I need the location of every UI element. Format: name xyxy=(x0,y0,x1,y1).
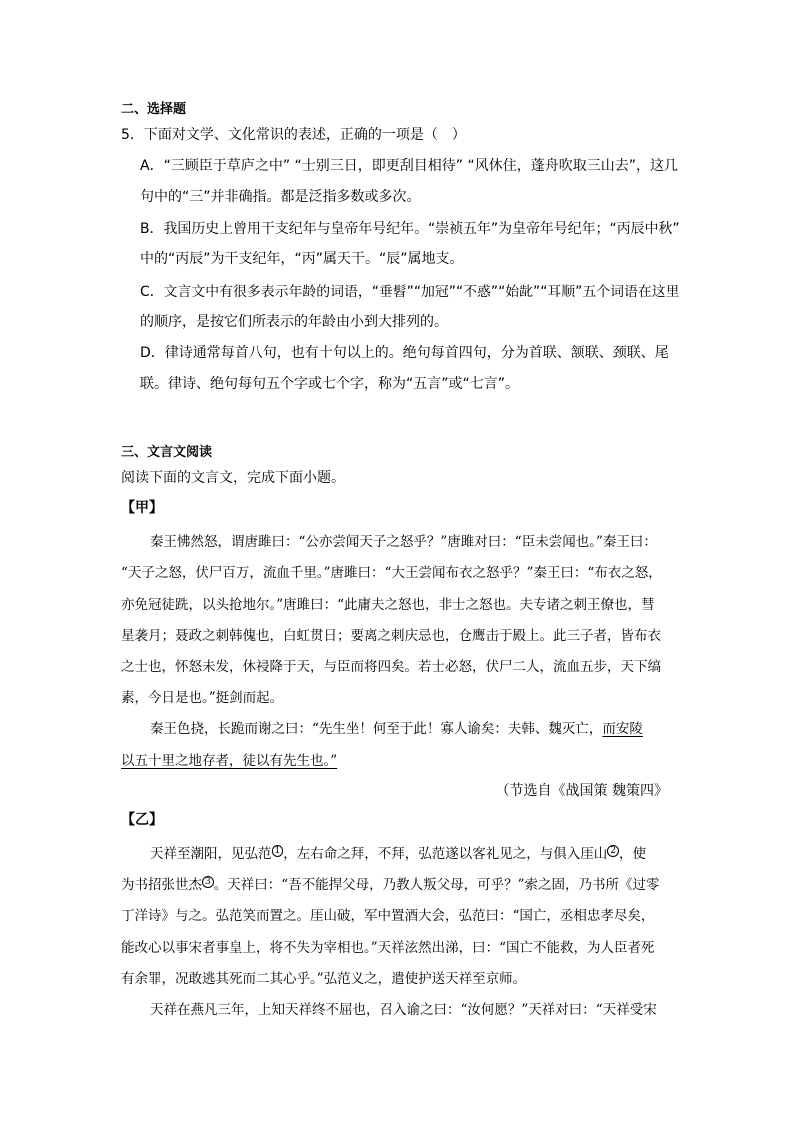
yi-line-5: 有余罪，况敢逃其死而二其心乎。”弘范义之，遣使护送天祥至京师。 xyxy=(121,971,527,987)
yi-line-1-a: 天祥至潮阳，见弘范 xyxy=(150,846,272,862)
footnote-3-marker: 3 xyxy=(202,876,214,888)
underlined-sentence-start: 而安陵 xyxy=(602,721,643,737)
jia-line-7-text: 秦王色挠，长跪而谢之曰：“先生坐！何至于此！寡人谕矣：夫韩、魏灭亡， xyxy=(150,721,603,737)
yi-line-1-b: ，左右命之拜，不拜，弘范遂以客礼见之，与俱入厓山 xyxy=(283,846,608,862)
jia-line-5: 之士也，怀怒未发，休祲降于天，与臣而将四矣。若士必怒，伏尸二人，流血五步，天下缟 xyxy=(121,659,661,675)
passage-yi-label: 【乙】 xyxy=(121,812,163,828)
option-b-line1: B．我国历史上曾用干支纪年与皇帝年号纪年。“崇祯五年”为皇帝年号纪年；“丙辰中秋” xyxy=(140,221,680,237)
jia-line-4: 星袭月；聂政之刺韩傀也，白虹贯日；要离之刺庆忌也，仓鹰击于殿上。此三子者，皆布衣 xyxy=(121,628,661,644)
jia-line-1: 秦王怫然怒，谓唐雎曰：“公亦尝闻天子之怒乎？”唐雎对曰：“臣未尝闻也。”秦王曰： xyxy=(150,534,657,550)
jia-line-8 xyxy=(121,749,337,769)
section3-heading: 三、文言文阅读 xyxy=(121,445,213,460)
reading-instruction: 阅读下面的文言文，完成下面小题。 xyxy=(121,470,345,486)
jia-line-6: 素，今日是也。”挺剑而起。 xyxy=(121,690,284,706)
underlined-sentence-end: 以五十里之地存者，徒以有先生也。” xyxy=(121,753,338,769)
option-d-line2: 联。律诗、绝句每句五个字或七个字，称为“五言”或“七言”。 xyxy=(140,376,520,392)
jia-line-7 xyxy=(150,717,643,737)
option-d-line1: D．律诗通常每首八句，也有十句以上的。绝句每首四句，分为首联、颔联、颈联、尾 xyxy=(140,345,669,361)
yi-line-2 xyxy=(121,873,660,893)
question-5: 5．下面对文学、文化常识的表述，正确的一项是（ ） xyxy=(121,127,466,143)
section2-heading: 二、选择题 xyxy=(121,102,187,117)
yi-line-4: 能改心以事宋者事皇上，将不失为宰相也。”天祥泫然出涕，曰：“国亡不能救，为人臣者死 xyxy=(121,940,655,956)
option-b-line2: 中的“丙辰”为干支纪年，“丙”属天干。“辰”属地支。 xyxy=(140,251,464,267)
yi-line-1 xyxy=(150,842,646,862)
option-c-line1: C．文言文中有很多表示年龄的词语，“垂髫”“加冠”“不惑”“始龀”“耳顺”五个词语在这里 xyxy=(140,284,680,300)
jia-line-2: “天子之怒，伏尸百万，流血千里。”唐雎曰：“大王尝闻布衣之怒乎？”秦王曰：“布衣之怒， xyxy=(121,565,662,581)
footnote-2-marker: 2 xyxy=(607,845,619,857)
option-a-line1: A．“三顾臣于草庐之中” “士别三日，即更刮目相待” “风休住，蓬舟吹取三山去”，这几 xyxy=(140,158,678,174)
yi-line-2-b: 。天祥曰：“吾不能捍父母，乃教人叛父母，可乎？”索之固，乃书所《过零 xyxy=(213,877,660,893)
yi-line-2-a: 为书招张世杰 xyxy=(121,877,202,893)
jia-line-3: 亦免冠徒跣，以头抢地尔。”唐雎曰：“此庸夫之怒也，非士之怒也。夫专诸之刺王僚也，彗 xyxy=(121,597,655,613)
passage-jia-label: 【甲】 xyxy=(121,500,163,516)
option-a-line2: 句中的“三”并非确指。都是泛指多数或多次。 xyxy=(140,189,421,205)
footnote-1-marker: 1 xyxy=(272,845,284,857)
option-c-line2: 的顺序，是按它们所表示的年龄由小到大排列的。 xyxy=(140,314,448,330)
yi-line-6: 天祥在燕凡三年，上知天祥终不屈也，召入谕之曰：“汝何愿？”天祥对曰：“天祥受宋 xyxy=(150,1002,657,1018)
yi-line-1-c: ，使 xyxy=(618,846,646,862)
jia-source: （节选自《战国策 魏策四》 xyxy=(495,783,668,799)
yi-line-3: 丁洋诗》与之。弘范笑而置之。厓山破，军中置酒大会，弘范曰：“国亡，丞相忠孝尽矣， xyxy=(121,908,655,924)
